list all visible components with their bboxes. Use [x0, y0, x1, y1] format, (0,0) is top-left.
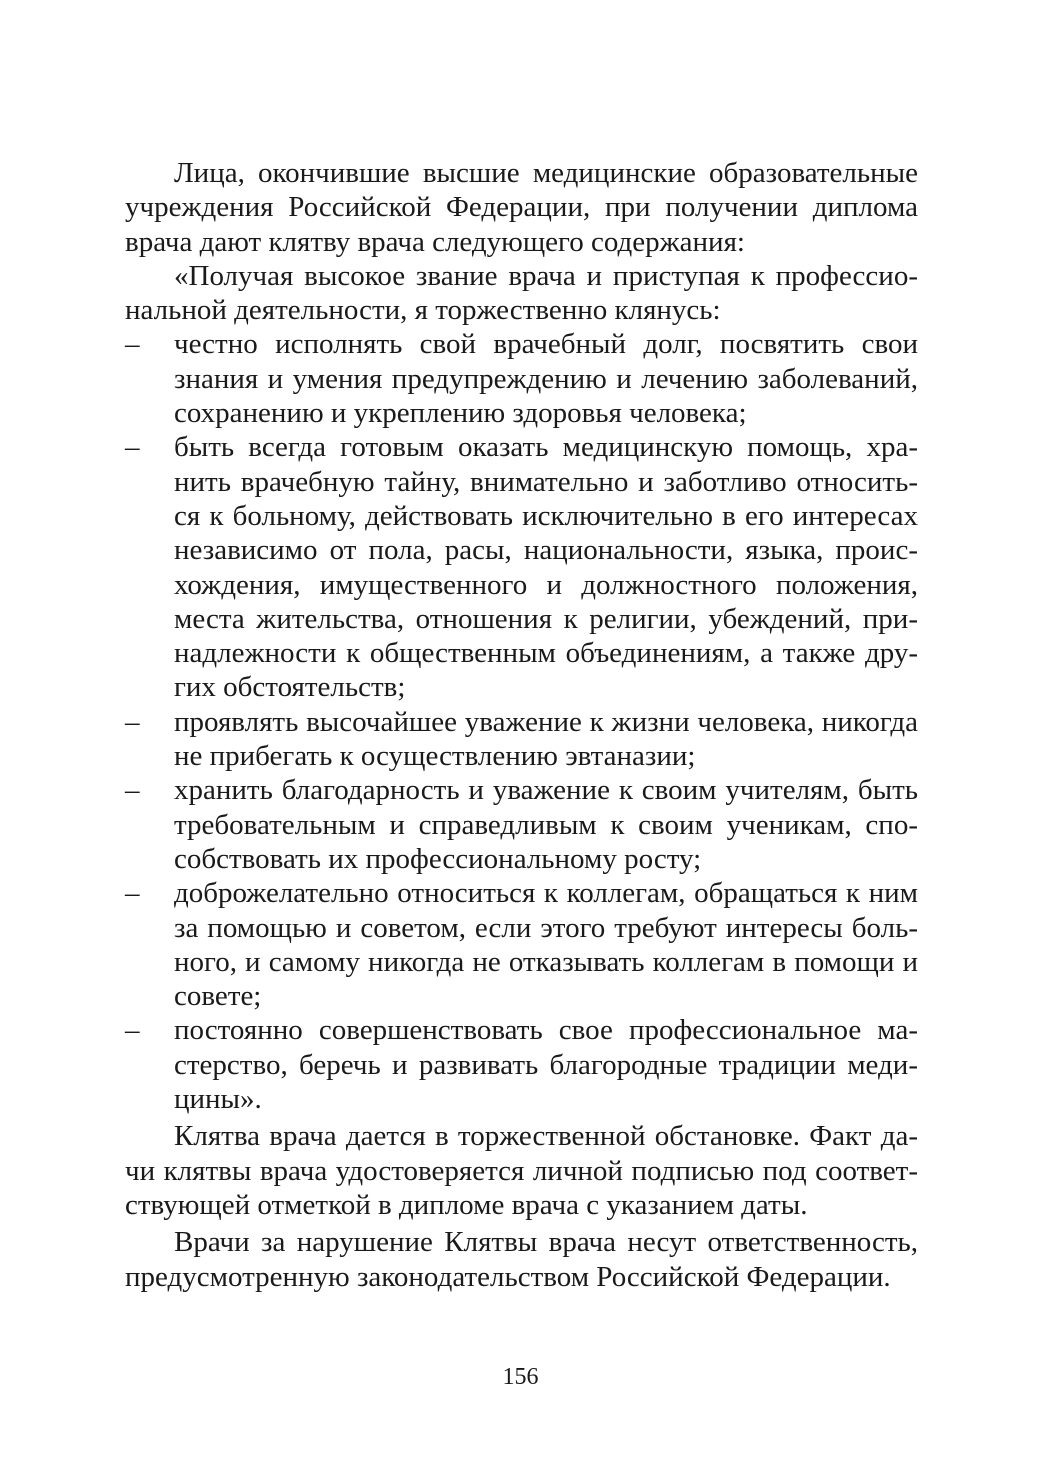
dash-marker: –: [125, 328, 140, 361]
oath-list-item: [125, 327, 918, 430]
oath-list: [125, 327, 918, 1116]
page-body: [125, 156, 918, 1294]
dash-marker: –: [125, 705, 140, 738]
oath-list-item: [125, 876, 918, 1013]
intro-paragraph: Лица, окончившие высшие медицинские образовательные учреждения Российской Федерации, при получении диплома врача дают клятву врача следующего содержания:: [125, 157, 918, 258]
oath-list-item: [125, 773, 918, 876]
oath-list-item: [125, 1013, 918, 1116]
dash-marker: –: [125, 774, 140, 807]
closing-paragraph-2: Врачи за нарушение Клятвы врача несут ответственность, предусмотренную законодательством Российской Федерации.: [125, 1226, 918, 1293]
oath-item-text: хранить благодарность и уважение к своим учителям, быть требовательным и справедливым к своим ученикам, способствовать их профессиональному росту;: [174, 774, 918, 875]
oath-opening-paragraph: «Получая высокое звание врача и приступая к профессиональной деятельности, я торжественно клянусь:: [125, 259, 918, 327]
oath-item-text: постоянно совершенствовать свое профессиональное мастерство, беречь и развивать благородные традиции медицины».: [174, 1014, 918, 1116]
oath-item-text: честно исполнять свой врачебный долг, посвятить свои знания и умения предупреждению и лечению заболеваний, сохранению и укреплению здоровья человека;: [174, 328, 918, 430]
oath-list-item: [125, 430, 918, 704]
dash-marker: –: [125, 1014, 140, 1047]
closing-paragraph-1: Клятва врача дается в торжественной обстановке. Факт дачи клятвы врача удостоверяется личной подписью под соответствующей отметкой в дипломе врача с указанием даты.: [125, 1120, 918, 1221]
dash-marker: –: [125, 877, 140, 910]
page-number: 156: [502, 1364, 539, 1390]
oath-item-text: быть всегда готовым оказать медицинскую помощь, хранить врачебную тайну, внимательно и заботливо относиться к больному, действовать исключительно в его интересах независимо от пола, расы, национальности, языка, происхождения, имущественного и должностного положения, места жительства, отношения к религии, убеждений, принадлежности к общественным объединениям, а также других обстоятельств;: [174, 431, 918, 704]
oath-list-item: [125, 705, 918, 774]
dash-marker: –: [125, 431, 140, 464]
oath-item-text: доброжелательно относиться к коллегам, обращаться к ним за помощью и советом, если этого требуют интересы больного, и самому никогда не отказывать коллегам в помощи и совете;: [174, 877, 918, 1013]
oath-item-text: проявлять высочайшее уважение к жизни человека, никогда не прибегать к осуществлению эвтаназии;: [174, 705, 918, 773]
